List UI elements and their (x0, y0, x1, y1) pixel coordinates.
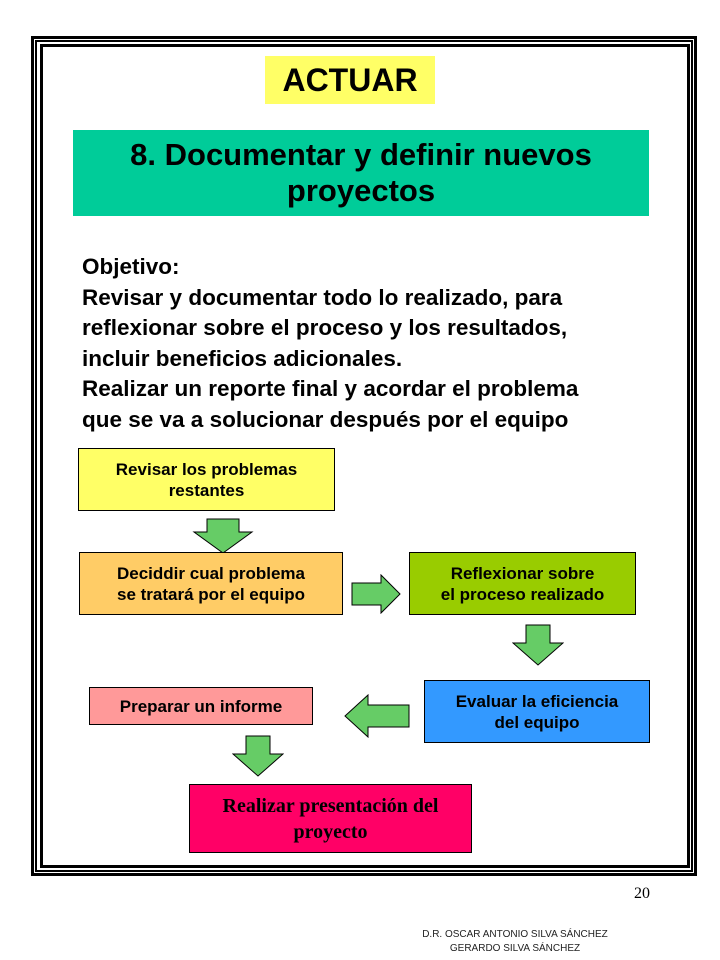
arrow-left-icon (344, 694, 410, 738)
arrow-down-icon (232, 735, 284, 777)
flow-step-text: proyecto (293, 820, 368, 843)
flow-step-text: se tratará por el equipo (117, 584, 305, 604)
objective-line: Objetivo: (82, 254, 180, 279)
objective-line: incluir beneficios adicionales. (82, 345, 403, 371)
flow-step-text: del equipo (494, 712, 580, 732)
objective-line: reflexionar sobre el proceso y los resultados, (82, 315, 568, 340)
arrow-down-icon (512, 624, 564, 666)
flow-step-evaluate-team (424, 680, 650, 743)
flow-step-text: Realizar presentación del (222, 794, 439, 817)
footer-line: GERARDO SILVA SÁNCHEZ (449, 943, 581, 954)
flow-step-text: restantes (168, 480, 245, 500)
flow-step-present-project (189, 784, 472, 853)
flow-step-reflect-process (409, 552, 636, 615)
objective-line: que se va a solucionar después por el equipo (82, 406, 569, 432)
page-number: 20 (634, 885, 650, 902)
flow-step-decide-problem (79, 552, 343, 615)
flow-step-review-problems (78, 448, 335, 511)
footer-credits (400, 928, 630, 956)
actuar-badge: ACTUAR (265, 56, 435, 104)
objective-line: Realizar un reporte final y acordar el problema (82, 376, 579, 401)
flow-step-text: Preparar un informe (119, 696, 283, 716)
flow-step-prepare-report (89, 687, 313, 725)
footer-line: D.R. OSCAR ANTONIO SILVA SÁNCHEZ (422, 929, 608, 940)
heading-line-2: proyectos (286, 173, 436, 208)
flow-step-text: el proceso realizado (440, 584, 605, 604)
section-heading (73, 130, 649, 216)
flow-step-text: Reflexionar sobre (450, 563, 595, 583)
flow-step-text: Evaluar la eficiencia (455, 691, 619, 711)
objective-text (82, 252, 692, 435)
objective-line: Revisar y documentar todo lo realizado, para (82, 284, 563, 310)
arrow-right-icon (351, 574, 401, 614)
arrow-down-icon (192, 518, 254, 554)
flow-step-text: Deciddir cual problema (117, 563, 305, 583)
flow-step-text: Revisar los problemas (115, 459, 298, 479)
heading-line-1: 8. Documentar y definir nuevos (130, 137, 592, 172)
